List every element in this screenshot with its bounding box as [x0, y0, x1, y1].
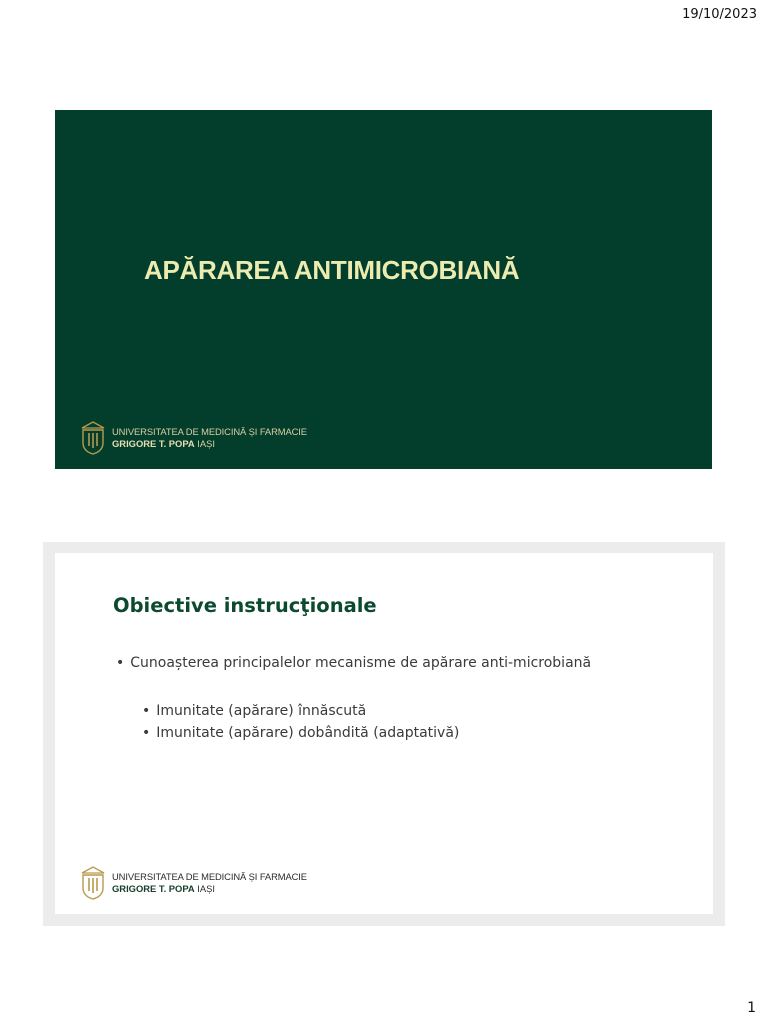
university-logo: [80, 421, 307, 455]
page-number: 1: [747, 1000, 756, 1016]
logo-university-subtitle: GRIGORE T. POPA IAȘI: [112, 438, 215, 449]
slide-title-slide: [55, 110, 712, 469]
slide-title: APĂRAREA ANTIMICROBIANĂ: [144, 255, 520, 285]
logo-university-name: UNIVERSITATEA DE MEDICINĂ ȘI FARMACIE: [112, 871, 307, 882]
university-logo: [80, 866, 307, 900]
page-date: 19/10/2023: [682, 7, 757, 22]
university-emblem-icon: [80, 421, 106, 455]
slide-heading: Obiective instrucţionale: [113, 594, 377, 617]
logo-university-subtitle: GRIGORE T. POPA IAȘI: [112, 883, 215, 894]
bullet-subitem: • Imunitate (apărare) înnăscută: [142, 703, 367, 719]
slide-objectives: [55, 553, 713, 914]
university-emblem-icon: [80, 866, 106, 900]
bullet-subitem: • Imunitate (apărare) dobândită (adaptativă): [142, 725, 460, 741]
bullet-item: • Cunoașterea principalelor mecanisme de apărare anti-microbiană: [116, 655, 592, 671]
slide-objectives-frame: [43, 542, 725, 926]
logo-university-name: UNIVERSITATEA DE MEDICINĂ ȘI FARMACIE: [112, 426, 307, 437]
